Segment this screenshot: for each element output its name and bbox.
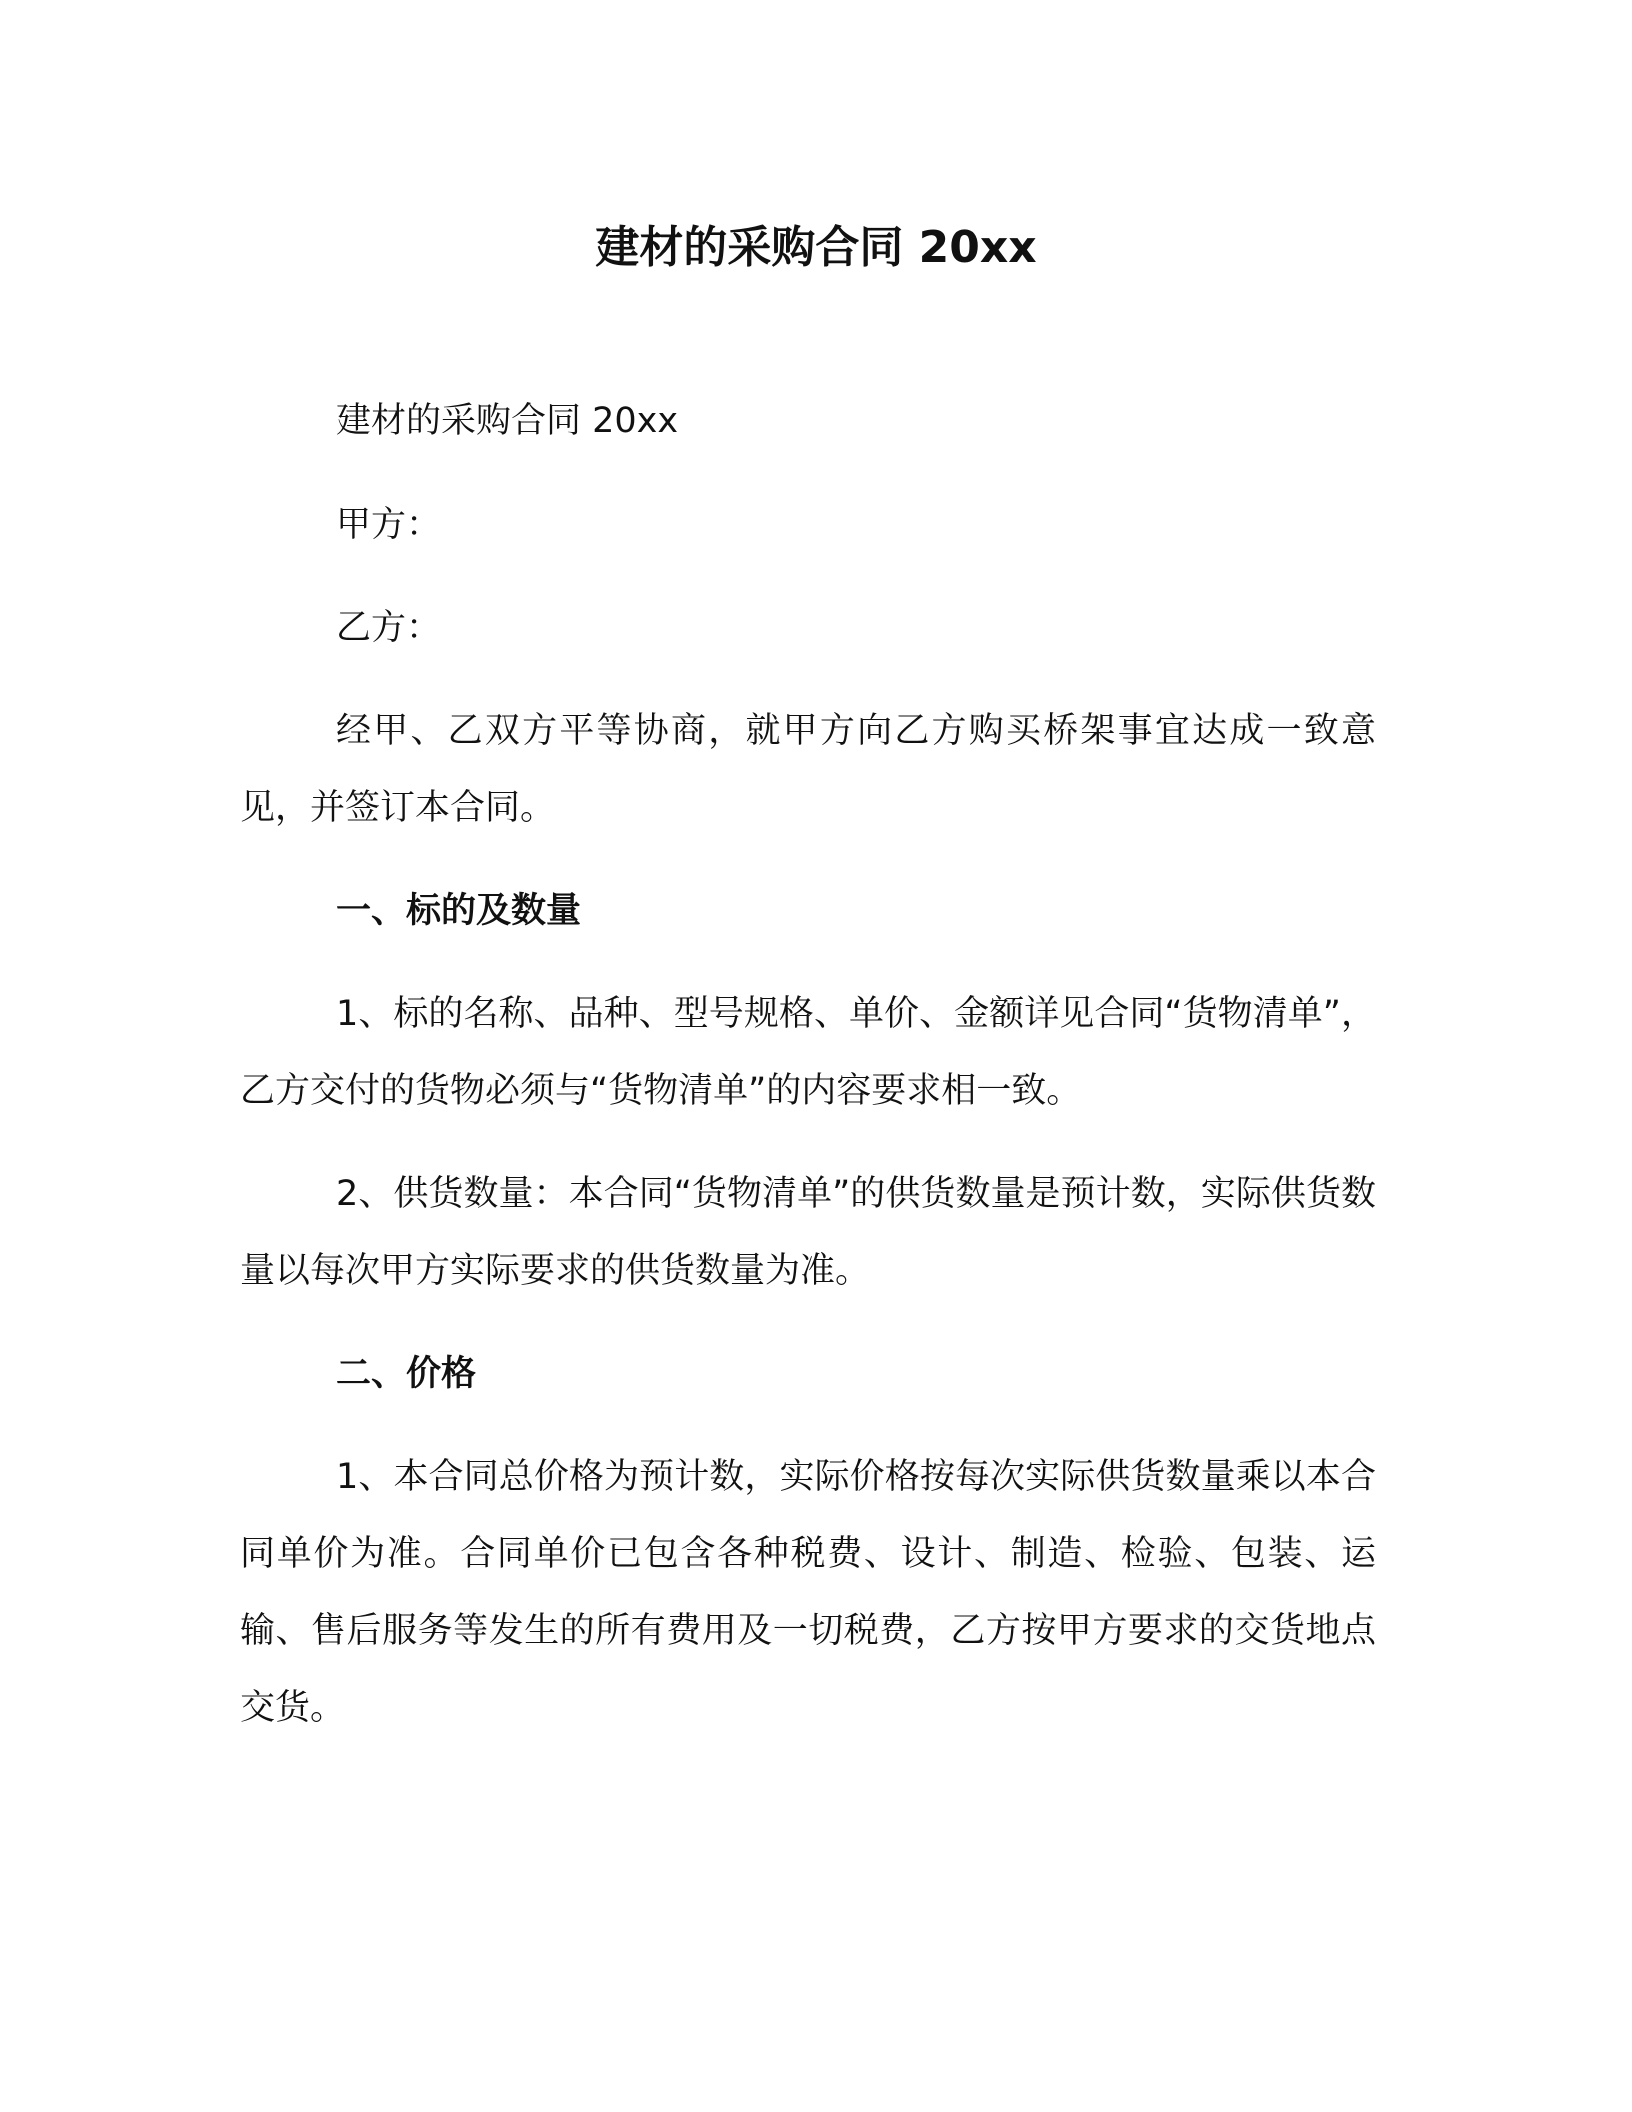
section-heading-price: 二、价格 — [336, 1354, 477, 1394]
party-a-line: 甲方： — [336, 505, 442, 545]
document-title: 建材的采购合同 20xx — [595, 222, 1037, 273]
section-heading-subject: 一、标的及数量 — [336, 891, 582, 931]
subtitle-paragraph: 建材的采购合同 20xx — [336, 401, 679, 441]
clause-1-1: 1、标的名称、品种、型号规格、单价、金额详见合同“货物清单”，乙方交付的货物必须与“货物清单”的内容要求相一致。 — [240, 994, 1376, 1111]
party-b-line: 乙方： — [336, 608, 442, 648]
clause-2-1: 1、本合同总价格为预计数，实际价格按每次实际供货数量乘以本合同单价为准。合同单价已包含各种税费、设计、制造、检验、包装、运输、售后服务等发生的所有费用及一切税费，乙方按甲方要求的交货地点交货。 — [240, 1457, 1376, 1728]
clause-1-2: 2、供货数量：本合同“货物清单”的供货数量是预计数，实际供货数量以每次甲方实际要求的供货数量为准。 — [240, 1174, 1376, 1291]
intro-paragraph: 经甲、乙双方平等协商，就甲方向乙方购买桥架事宜达成一致意见，并签订本合同。 — [240, 711, 1376, 828]
